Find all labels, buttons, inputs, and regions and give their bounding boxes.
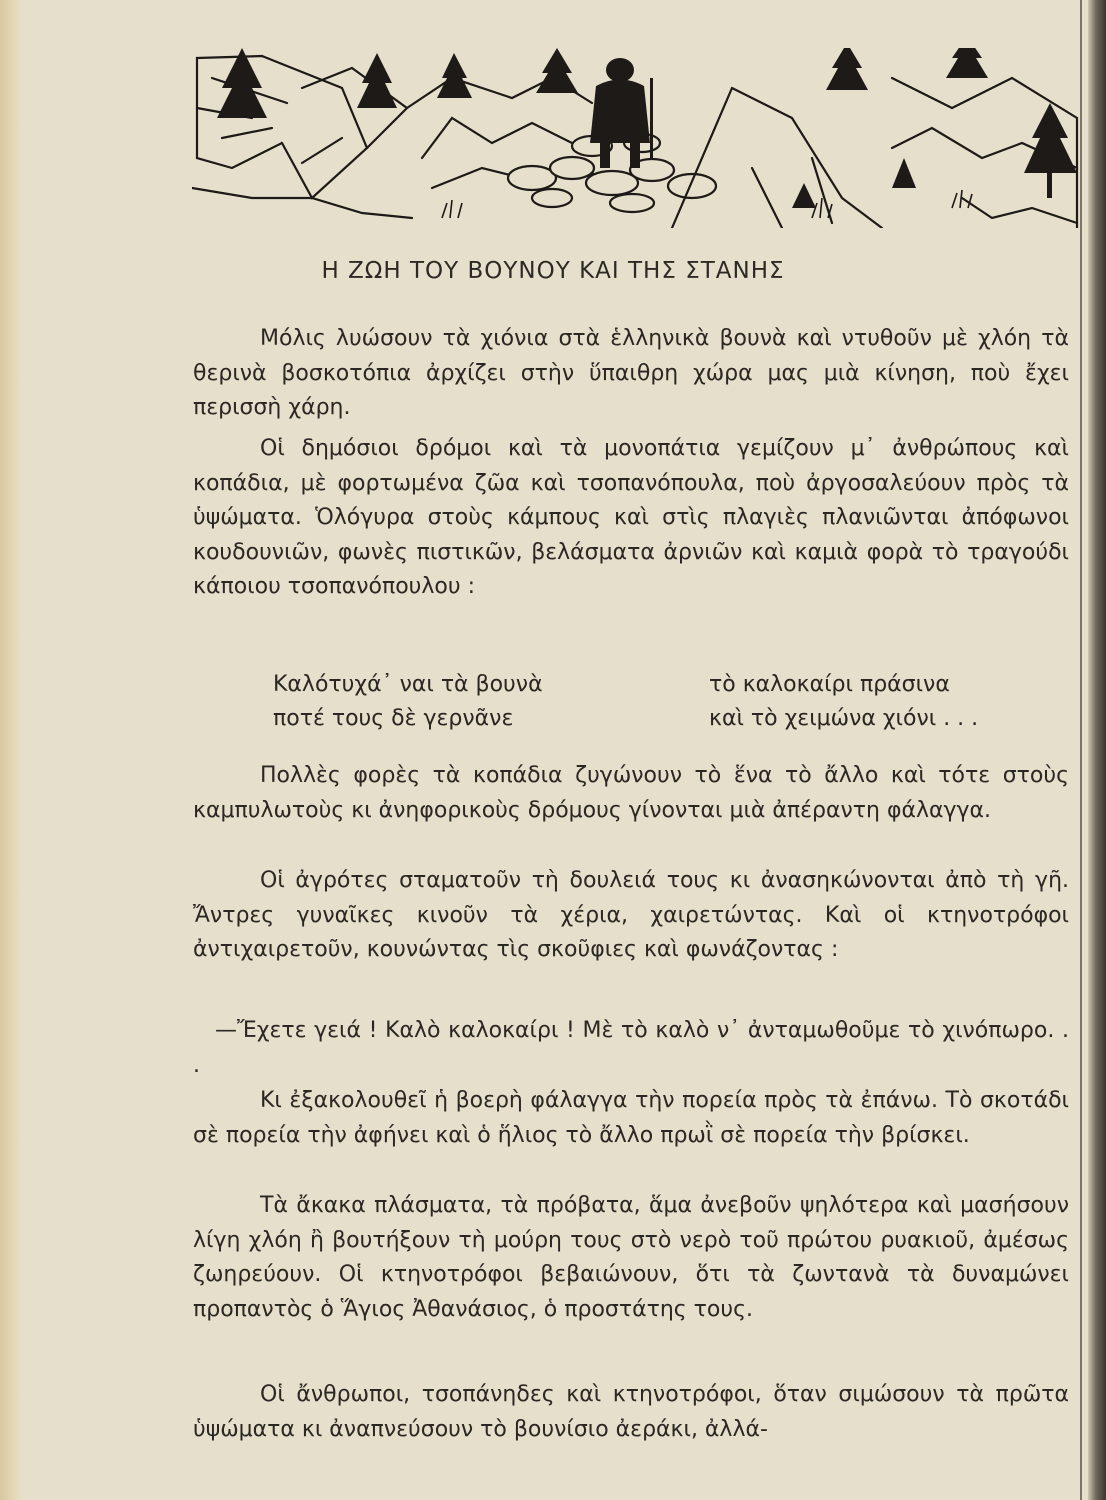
paragraph-1: Μόλις λυώσουν τὰ χιόνια στὰ ἑλληνικὰ βουνὰ καὶ ντυθοῦν μὲ χλόη τὰ θερινὰ βοσκοτόπια ἀρχίζει στὴν ὕπαιθρη χώρα μας μιὰ κίνηση, ποὺ ἔχει περισσὴ χάρη. [193, 326, 1069, 421]
poem-row-1 [273, 668, 1073, 702]
paragraph-6: Τὰ ἄκακα πλάσματα, τὰ πρόβατα, ἅμα ἀνεβοῦν ψηλότερα καὶ μασήσουν λίγη χλόη ἢ βουτήξουν τὴ μούρη τους στὸ νερὸ τοῦ πρώτου ρυακιοῦ, ἀμέσως ζωηρεύουν. Οἱ κτηνοτρόφοι βεβαιώνουν, ὅτι τὰ ζωντανὰ τὰ δυναμώνει προπαντὸς ὁ Ἅγιος Ἀθανάσιος, ὁ προστάτης τους. [193, 1193, 1069, 1322]
paragraph-3: Πολλὲς φορὲς τὰ κοπάδια ζυγώνουν τὸ ἕνα τὸ ἄλλο καὶ τότε στοὺς καμπυλωτοὺς κι ἀνηφορικοὺς δρόμους γίνονται μιὰ ἀπέραντη φάλαγγα. [193, 763, 1069, 823]
poem-line-2-left: ποτέ τους δὲ γερνᾶνε [273, 706, 514, 731]
paragraph-4: Οἱ ἀγρότες σταματοῦν τὴ δουλειά τους κι ἀνασηκώνονται ἀπὸ τὴ γῆ. Ἄντρες γυναῖκες κινοῦν τὰ χέρια, χαιρετώντας. Καὶ οἱ κτηνοτρόφοι ἀντιχαιρετοῦν, κουνώντας τὶς σκοῦφιες καὶ φωνάζοντας : [193, 868, 1069, 963]
page-left-margin-strip [0, 0, 22, 1500]
poem-row-2 [273, 702, 1073, 736]
paragraph-5: Κι ἐξακολουθεῖ ἡ βοερὴ φάλαγγα τὴν πορεία πρὸς τὰ ἐπάνω. Τὸ σκοτάδι σὲ πορεία τὴν ἀφήνει καὶ ὁ ἥλιος τὸ ἄλλο πρωῒ σὲ πορεία τὴν βρίσκει. [193, 1088, 1069, 1148]
poem-block [273, 668, 1073, 736]
paragraph-7: Οἱ ἄνθρωποι, τσοπάνηδες καὶ κτηνοτρόφοι, ὅταν σιμώσουν τὰ πρῶτα ὑψώματα κι ἀναπνεύσουν τὸ βουνίσιο ἀεράκι, ἀλλά- [193, 1382, 1069, 1442]
poem-line-1-right: τὸ καλοκαίρι πράσινα [709, 672, 950, 697]
paragraph-2: Οἱ δημόσιοι δρόμοι καὶ τὰ μονοπάτια γεμίζουν μ᾽ ἀνθρώπους καὶ κοπάδια, μὲ φορτωμένα ζῶα καὶ τσοπανόπουλα, ποὺ ἀργοσαλεύουν πρὸς τὰ ὑψώματα. Ὁλόγυρα στοὺς κάμπους καὶ στὶς πλαγιὲς πλανιῶνται ἀπόφωνοι κουδουνιῶν, φωνὲς πιστικῶν, βελάσματα ἀρνιῶν καὶ καμιὰ φορὰ τὸ τραγούδι κάποιου τσοπανόπουλου : [193, 436, 1069, 600]
page-title: Η ΖΩΗ ΤΟΥ ΒΟΥΝΟΥ ΚΑΙ ΤΗΣ ΣΤΑΝΗΣ [321, 258, 785, 284]
dialogue-line: —Ἔχετε γειά ! Καλὸ καλοκαίρι ! Μὲ τὸ καλὸ ν᾽ ἀνταμωθοῦμε τὸ χινόπωρο. . . [193, 1018, 1069, 1078]
page-right-edge-shadow [1088, 0, 1106, 1500]
poem-line-2-right: καὶ τὸ χειμώνα χιόνι . . . [709, 706, 979, 731]
poem-line-1-left: Καλότυχά᾽ ναι τὰ βουνὰ [273, 672, 543, 697]
mountain-pasture-illustration [192, 48, 1082, 228]
